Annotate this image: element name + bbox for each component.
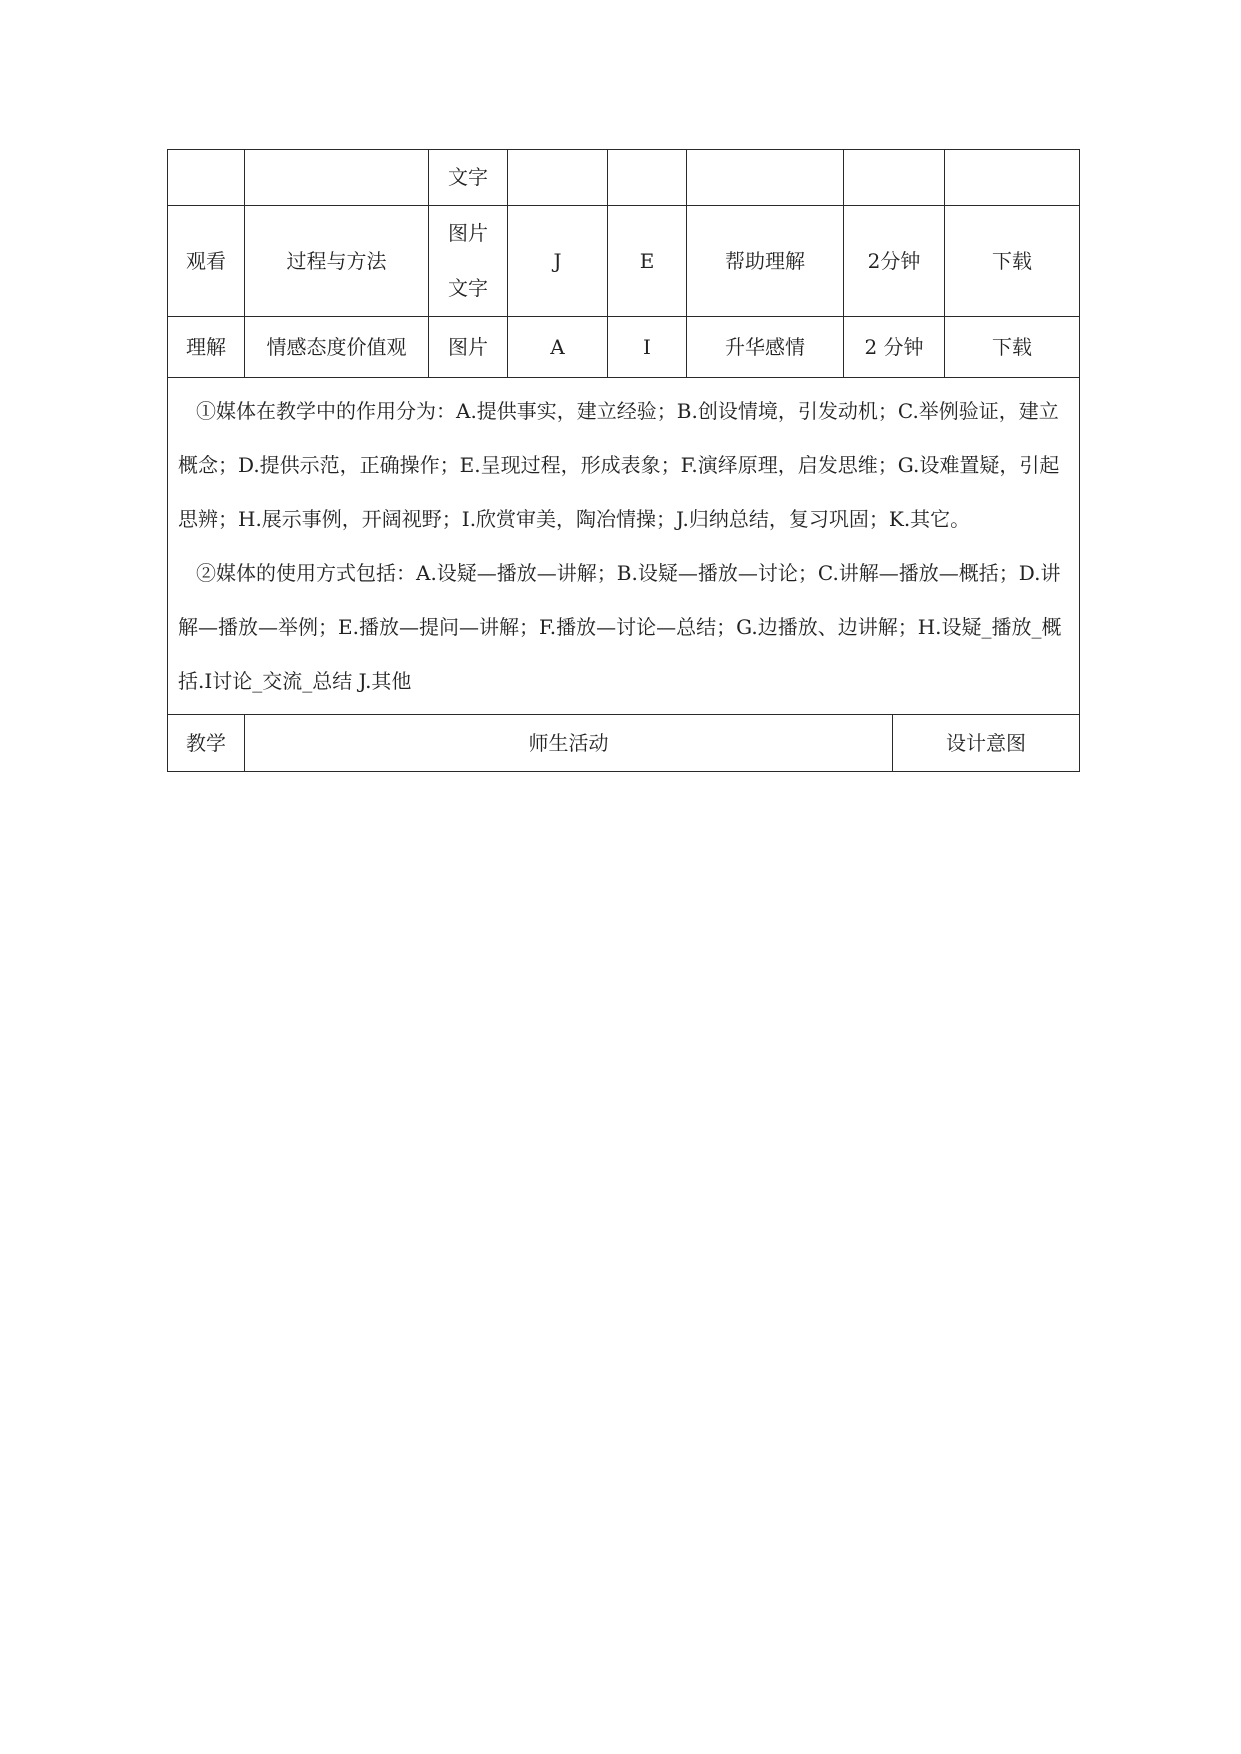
design-intent-header: 设计意图: [893, 715, 1080, 772]
media-type-label: 图片: [448, 221, 488, 245]
activity-cell: [168, 150, 245, 206]
role-cell: J: [508, 206, 608, 317]
notes-row: [168, 378, 1080, 715]
effect-cell: 帮助理解: [687, 206, 844, 317]
media-type-cell: [429, 206, 508, 317]
teaching-header-cell: 教学: [168, 715, 245, 772]
media-usage-note: ②媒体的使用方式包括：A.设疑—播放—讲解；B.设疑—播放—讨论；C.讲解—播放—概括；D.讲解—播放—举例；E.播放—提问—讲解；F.播放—讨论—总结；G.边播放、边讲解；H.设疑_播放_概括.I讨论_交流_总结 J.其他: [178, 561, 1062, 693]
source-cell: 下载: [945, 206, 1080, 317]
table-row: [168, 206, 1080, 317]
media-type-cell: [429, 317, 508, 378]
media-type-label: 文字: [448, 165, 488, 189]
table-row: [168, 150, 1080, 206]
effect-cell: [687, 150, 844, 206]
source-cell: 下载: [945, 317, 1080, 378]
media-type-label: 文字: [448, 276, 488, 300]
goal-cell: [245, 150, 429, 206]
goal-cell: 情感态度价值观: [245, 317, 429, 378]
usage-cell: [608, 150, 687, 206]
media-type-label: 图片: [448, 334, 488, 359]
notes-cell: [168, 378, 1080, 715]
usage-cell: E: [608, 206, 687, 317]
role-cell: [508, 150, 608, 206]
effect-cell: 升华感情: [687, 317, 844, 378]
duration-cell: [844, 150, 945, 206]
duration-cell: 2分钟: [844, 206, 945, 317]
usage-cell: I: [608, 317, 687, 378]
activity-cell: 观看: [168, 206, 245, 317]
source-cell: [945, 150, 1080, 206]
activity-cell: 理解: [168, 317, 245, 378]
role-cell: A: [508, 317, 608, 378]
media-usage-table: [167, 149, 1080, 772]
teacher-student-activity-header: 师生活动: [245, 715, 893, 772]
table-row: [168, 317, 1080, 378]
media-type-cell: [429, 150, 508, 206]
media-role-note: ①媒体在教学中的作用分为：A.提供事实，建立经验；B.创设情境，引发动机；C.举例验证，建立概念；D.提供示范，正确操作；E.呈现过程，形成表象；F.演绎原理，启发思维；G.设难置疑，引起思辨；H.展示事例，开阔视野；I.欣赏审美，陶冶情操；J.归纳总结，复习巩固；K.其它。: [178, 399, 1060, 531]
teaching-header-row: [168, 715, 1080, 772]
duration-cell: 2 分钟: [844, 317, 945, 378]
goal-cell: 过程与方法: [245, 206, 429, 317]
